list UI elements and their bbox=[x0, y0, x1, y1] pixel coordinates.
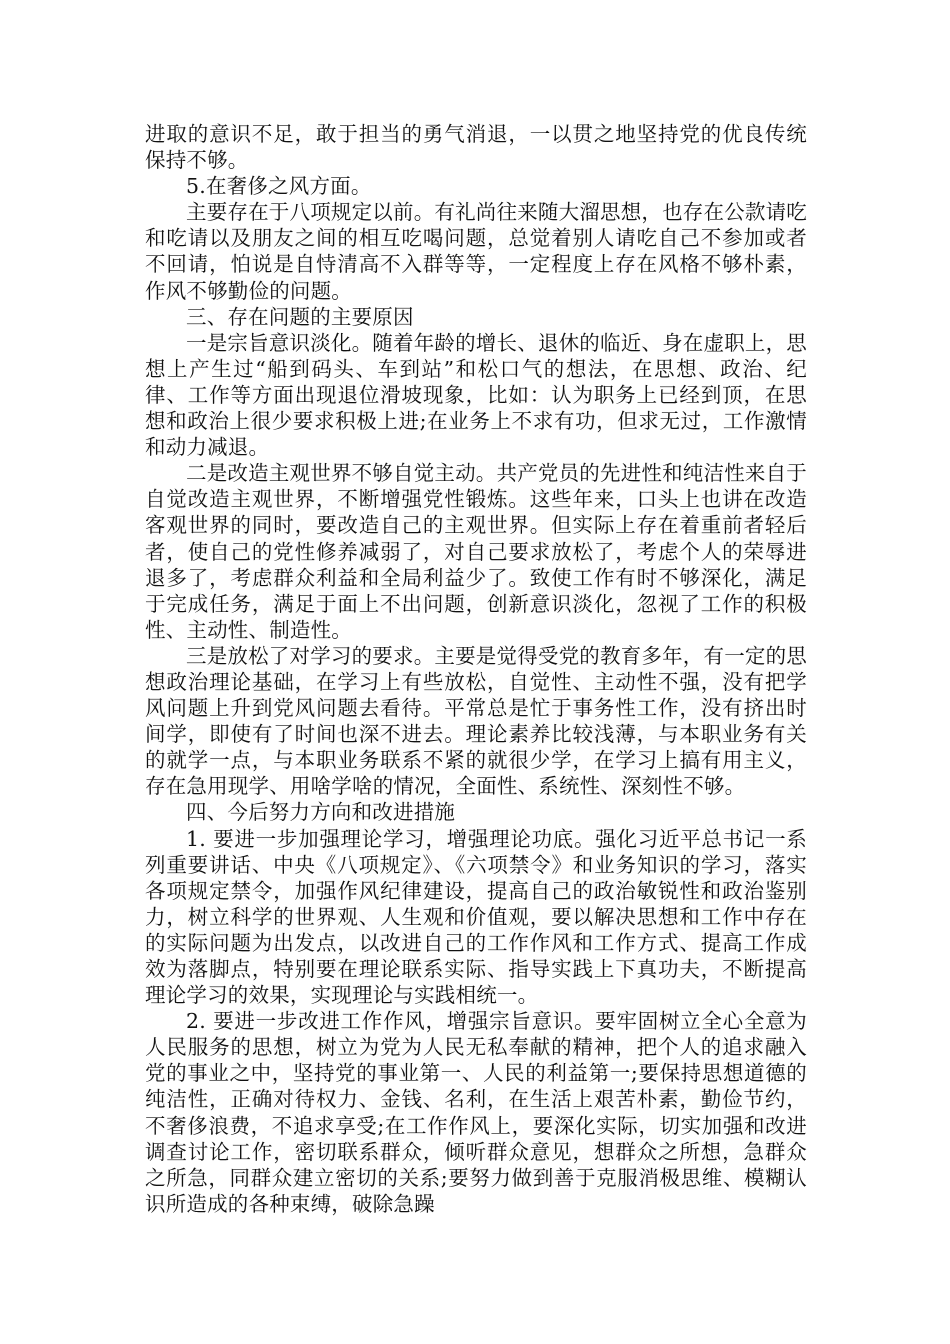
section-heading-main-causes: 三、存在问题的主要原因 bbox=[186, 304, 414, 329]
section-heading-improvement-measures: 四、今后努力方向和改进措施 bbox=[186, 800, 456, 825]
paragraph-extravagance-detail: 主要存在于八项规定以前。有礼尚往来随大溜思想，也存在公款请吃和吃请以及朋友之间的相互吃喝问题，总觉着别人请吃自己不参加或者不回请，怕说是自恃清高不入群等等，一定程度上存在风格不够朴素，作风不够勤俭的问题。 bbox=[145, 200, 807, 303]
paragraph-measure-one: 1. 要进一步加强理论学习，增强理论功底。强化习近平总书记一系列重要讲话、中央《八项规定》、《六项禁令》和业务知识的学习，落实各项规定禁令，加强作风纪律建设，提高自己的政治敏锐性和政治鉴别力，树立科学的世界观、人生观和价值观，要以解决思想和工作中存在的实际问题为出发点，以改进自己的工作作风和工作方式、提高工作成效为落脚点，特别要在理论联系实际、指导实践上下真功夫，不断提高理论学习的效果，实现理论与实践相统一。 bbox=[145, 826, 807, 1008]
paragraph-cause-one: 一是宗旨意识淡化。随着年龄的增长、退休的临近、身在虚职上，思想上产生过“船到码头、车到站”和松口气的想法，在思想、政治、纪律、工作等方面出现退位滑坡现象，比如：认为职务上已经到顶，在思想和政治上很少要求积极上进;在业务上不求有功，但求无过，工作激情和动力减退。 bbox=[145, 330, 807, 460]
paragraph-cause-three: 三是放松了对学习的要求。主要是觉得受党的教育多年，有一定的思想政治理论基础，在学习上有些放松，自觉性、主动性不强，没有把学风问题上升到党风问题去看待。平常总是忙于事务性工作，没有挤出时间学，即使有了时间也深不进去。理论素养比较浅薄，与本职业务有关的就学一点，与本职业务联系不紧的就很少学，在学习上搞有用主义，存在急用现学、用啥学啥的情况，全面性、系统性、深刻性不够。 bbox=[145, 643, 807, 799]
paragraph-continuation: 进取的意识不足，敢于担当的勇气消退，一以贯之地坚持党的优良传统保持不够。 bbox=[145, 122, 807, 173]
paragraph-heading-extravagance: 5.在奢侈之风方面。 bbox=[186, 174, 372, 199]
paragraph-cause-two: 二是改造主观世界不够自觉主动。共产党员的先进性和纯洁性来自于自觉改造主观世界，不断增强党性锻炼。这些年来，口头上也讲在改造客观世界的同时，要改造自己的主观世界。但实际上存在着重前者轻后者，使自己的党性修养减弱了，对自己要求放松了，考虑个人的荣辱进退多了，考虑群众利益和全局利益少了。致使工作有时不够深化，满足于完成任务，满足于面上不出问题，创新意识淡化，忽视了工作的积极性、主动性、制造性。 bbox=[145, 461, 807, 642]
document-body bbox=[145, 121, 807, 1217]
paragraph-measure-two: 2. 要进一步改进工作作风，增强宗旨意识。要牢固树立全心全意为人民服务的思想，树立为党为人民无私奉献的精神，把个人的追求融入党的事业之中，坚持党的事业第一、人民的利益第一;要保持思想道德的纯洁性，正确对待权力、金钱、名利，在生活上艰苦朴素，勤俭节约，不奢侈浪费，不追求享受;在工作作风上，要深化实际，切实加强和改进调查讨论工作，密切联系群众，倾听群众意见，想群众之所想，急群众之所急，同群众建立密切的关系;要努力做到善于克服消极思维、模糊认识所造成的各种束缚，破除急躁 bbox=[145, 1009, 807, 1216]
